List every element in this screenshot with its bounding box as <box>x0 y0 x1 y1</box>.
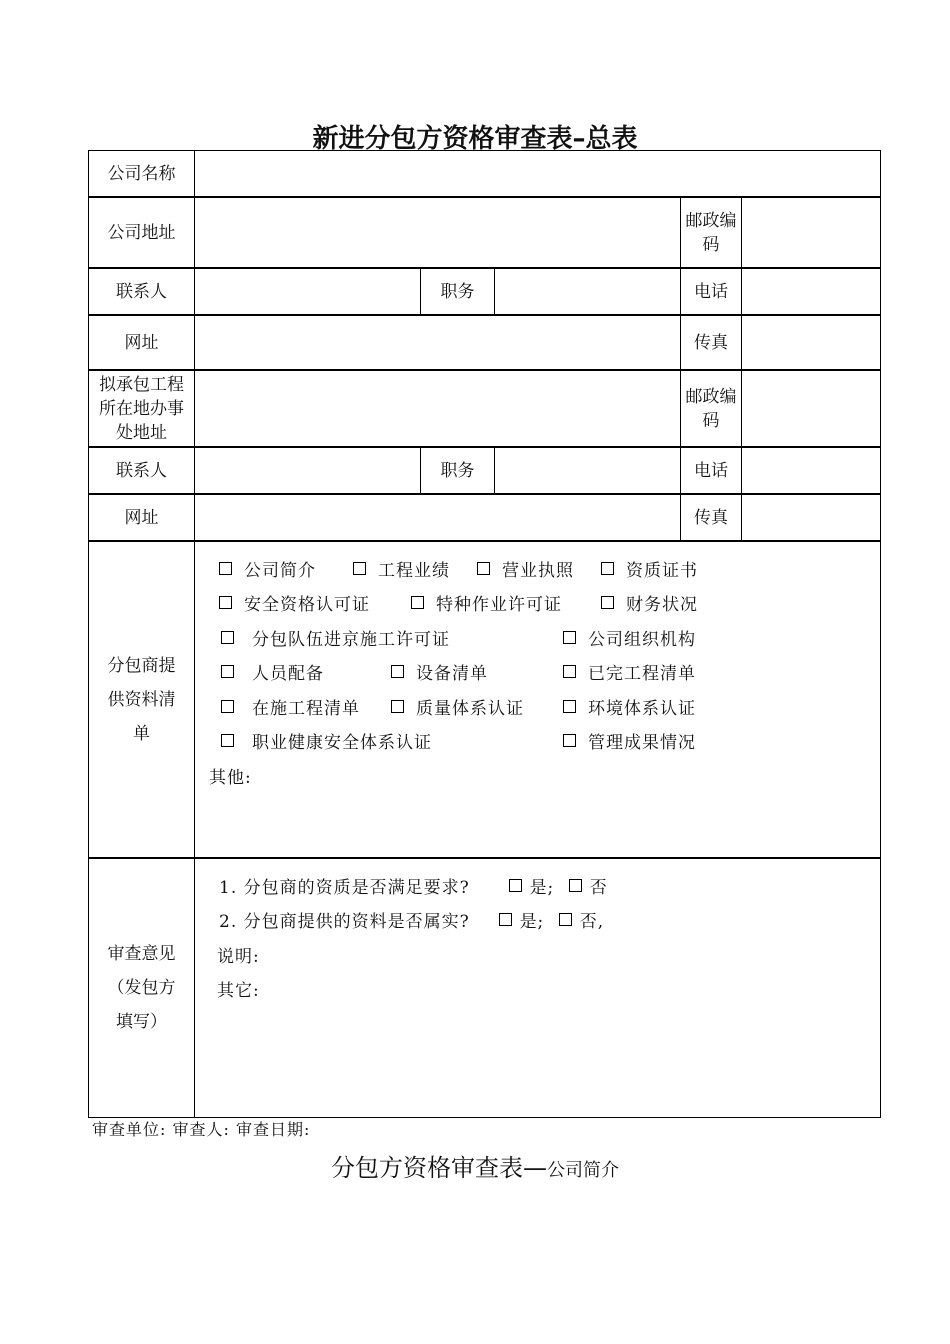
label-phone-2: 电话 <box>681 448 742 493</box>
row-website <box>88 315 881 370</box>
checkbox-icon <box>221 700 234 713</box>
checkbox-icon <box>219 562 232 575</box>
checkbox-icon <box>221 665 234 678</box>
row-review <box>88 858 881 1118</box>
checkbox-icon <box>221 631 234 644</box>
label-local-office: 拟承包工程所在地办事处地址 <box>89 371 195 446</box>
input-contact[interactable] <box>195 269 421 314</box>
input-company-address[interactable] <box>195 198 681 267</box>
checkbox-quality-cert[interactable]: 质量体系认证 <box>391 697 524 721</box>
checkbox-management-results[interactable]: 管理成果情况 <box>563 731 696 755</box>
row-contact <box>88 268 881 315</box>
input-fax[interactable] <box>742 316 880 369</box>
label-company-address: 公司地址 <box>89 198 195 267</box>
input-company-name[interactable] <box>195 151 880 196</box>
label-materials: 分包商提供资料清单 <box>89 542 195 857</box>
review-note-label: 说明: <box>217 947 260 967</box>
label-position: 职务 <box>421 269 495 314</box>
checkbox-icon <box>391 665 404 678</box>
checkbox-icon <box>353 562 366 575</box>
row-local-office <box>88 370 881 447</box>
row-company-address <box>88 197 881 268</box>
checkbox-icon <box>601 562 614 575</box>
review-content <box>195 859 880 1117</box>
review-question-1: 1. 分包商的资质是否满足要求? 是; 否 <box>219 878 608 898</box>
label-website: 网址 <box>89 316 195 369</box>
checkbox-safety-permit[interactable]: 安全资格认可证 <box>219 593 370 617</box>
checkbox-equipment-list[interactable]: 设备清单 <box>391 662 488 686</box>
checkbox-project-performance[interactable]: 工程业绩 <box>353 559 450 583</box>
label-position-2: 职务 <box>421 448 495 493</box>
materials-other-label: 其他: <box>209 768 252 788</box>
checkbox-icon <box>601 596 614 609</box>
input-website[interactable] <box>195 316 681 369</box>
input-position-2[interactable] <box>495 448 681 493</box>
input-contact-2[interactable] <box>195 448 421 493</box>
label-postal-code: 邮政编码 <box>681 198 742 267</box>
page-title: 新进分包方资格审查表–总表 <box>312 124 638 154</box>
checkbox-financial-status[interactable]: 财务状况 <box>601 593 698 617</box>
checkbox-qualification-cert[interactable]: 资质证书 <box>601 559 698 583</box>
next-section-title: 分包方资格审查表—公司简介 <box>331 1154 619 1182</box>
checkbox-business-license[interactable]: 营业执照 <box>477 559 574 583</box>
signature-footer: 审查单位: 审查人: 审查日期: <box>92 1120 311 1139</box>
checkbox-icon <box>221 734 234 747</box>
row-materials <box>88 541 881 858</box>
label-fax-2: 传真 <box>681 495 742 540</box>
checkbox-special-work-permit[interactable]: 特种作业许可证 <box>411 593 562 617</box>
row-company-name <box>88 150 881 197</box>
checkbox-org-structure[interactable]: 公司组织机构 <box>563 628 696 652</box>
materials-checklist <box>195 542 880 857</box>
checkbox-q1-no[interactable] <box>569 879 582 892</box>
checkbox-company-profile[interactable]: 公司简介 <box>219 559 316 583</box>
checkbox-completed-projects[interactable]: 已完工程清单 <box>563 662 696 686</box>
checkbox-icon <box>391 700 404 713</box>
input-postal-code-2[interactable] <box>742 371 880 446</box>
checkbox-icon <box>563 631 576 644</box>
input-website-2[interactable] <box>195 495 681 540</box>
checkbox-q2-yes[interactable] <box>499 913 512 926</box>
checkbox-q1-yes[interactable] <box>509 879 522 892</box>
label-website-2: 网址 <box>89 495 195 540</box>
checkbox-ongoing-projects[interactable]: 在施工程清单 <box>221 697 360 721</box>
input-phone-2[interactable] <box>742 448 880 493</box>
checkbox-ohs-cert[interactable]: 职业健康安全体系认证 <box>221 731 432 755</box>
checkbox-environment-cert[interactable]: 环境体系认证 <box>563 697 696 721</box>
input-phone[interactable] <box>742 269 880 314</box>
label-company-name: 公司名称 <box>89 151 195 196</box>
checkbox-staffing[interactable]: 人员配备 <box>221 662 324 686</box>
label-phone: 电话 <box>681 269 742 314</box>
label-postal-code-2: 邮政编码 <box>681 371 742 446</box>
checkbox-icon <box>563 700 576 713</box>
checkbox-q2-no[interactable] <box>559 913 572 926</box>
checkbox-beijing-permit[interactable]: 分包队伍进京施工许可证 <box>221 628 450 652</box>
input-postal-code[interactable] <box>742 198 880 267</box>
review-question-2: 2. 分包商提供的资料是否属实? 是; 否, <box>219 912 605 932</box>
row-contact-2 <box>88 447 881 494</box>
checkbox-icon <box>411 596 424 609</box>
checkbox-icon <box>563 734 576 747</box>
label-fax: 传真 <box>681 316 742 369</box>
label-contact-2: 联系人 <box>89 448 195 493</box>
label-contact: 联系人 <box>89 269 195 314</box>
row-website-2 <box>88 494 881 541</box>
input-fax-2[interactable] <box>742 495 880 540</box>
checkbox-icon <box>219 596 232 609</box>
input-position[interactable] <box>495 269 681 314</box>
checkbox-icon <box>477 562 490 575</box>
input-local-office[interactable] <box>195 371 681 446</box>
label-review: 审查意见（发包方填写） <box>89 859 195 1117</box>
review-other-label: 其它: <box>217 981 260 1001</box>
checkbox-icon <box>563 665 576 678</box>
